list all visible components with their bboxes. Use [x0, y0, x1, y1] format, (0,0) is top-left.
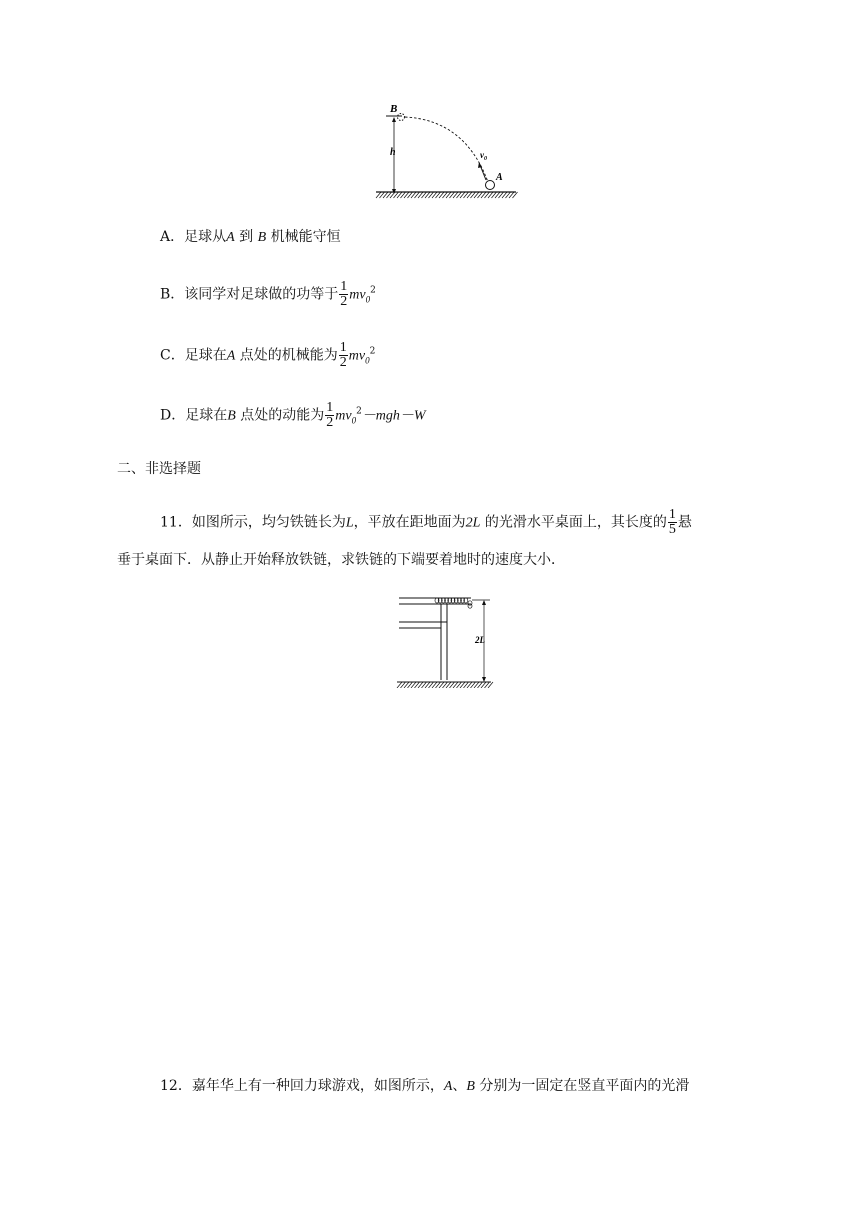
- question-11-line-2: 垂于桌面下．从静止开始释放铁链，求铁链的下端要着地时的速度大小．: [117, 552, 565, 568]
- fraction-one-half: $\frac{1}{2}$: [339, 340, 347, 370]
- figure1-ball-A: [486, 181, 495, 190]
- figure2-ground-hatch: [397, 682, 493, 688]
- section-title: 二、非选择题: [117, 461, 201, 477]
- fraction-one-half: $\frac{1}{2}$: [340, 279, 348, 309]
- figure1-label-v: $v_0$: [480, 150, 487, 162]
- fraction-one-half: $\frac{1}{2}$: [326, 400, 334, 430]
- figure-football-trajectory: [370, 100, 520, 202]
- question-12-line-1: 12．嘉年华上有一种回力球游戏，如图所示，A、B 分别为一固定在竖直平面内的光滑: [160, 1078, 690, 1094]
- figure1-arrowhead-top: [392, 117, 396, 122]
- figure2-arrowhead-top: [482, 600, 486, 605]
- figure1-ball-B: [398, 114, 405, 121]
- figure1-trajectory: [405, 117, 488, 182]
- option-c: C．足球在A 点处的机械能为 $\frac{1}{2}$ $mv_0^2$: [160, 340, 376, 370]
- question-11-line-1: 11．如图所示，均匀铁链长为L，平放在距地面为2L 的光滑水平桌面上，其长度的 $\frac{1}{5}$ 悬: [160, 507, 692, 537]
- figure1-velocity-arrowhead: [478, 162, 482, 168]
- figure2-label-2L: 2L: [475, 635, 485, 645]
- figure2-arrowhead-bottom: [482, 677, 486, 682]
- figure1-label-h: h: [390, 147, 396, 158]
- figure-chain-on-table: [395, 592, 495, 688]
- option-a: A．足球从A 到 B 机械能守恒: [160, 229, 341, 245]
- fraction-one-fifth: $\frac{1}{5}$: [668, 507, 676, 537]
- option-d: D．足球在B 点处的动能为 $\frac{1}{2}$ $mv_0^2-mgh-W$: [160, 400, 426, 430]
- figure1-label-B: B: [390, 103, 398, 115]
- figure1-label-A: A: [496, 172, 503, 183]
- figure1-ground-hatch: [376, 192, 518, 198]
- option-b: B．该同学对足球做的功等于 $\frac{1}{2}$ $mv_0^2$: [160, 279, 376, 309]
